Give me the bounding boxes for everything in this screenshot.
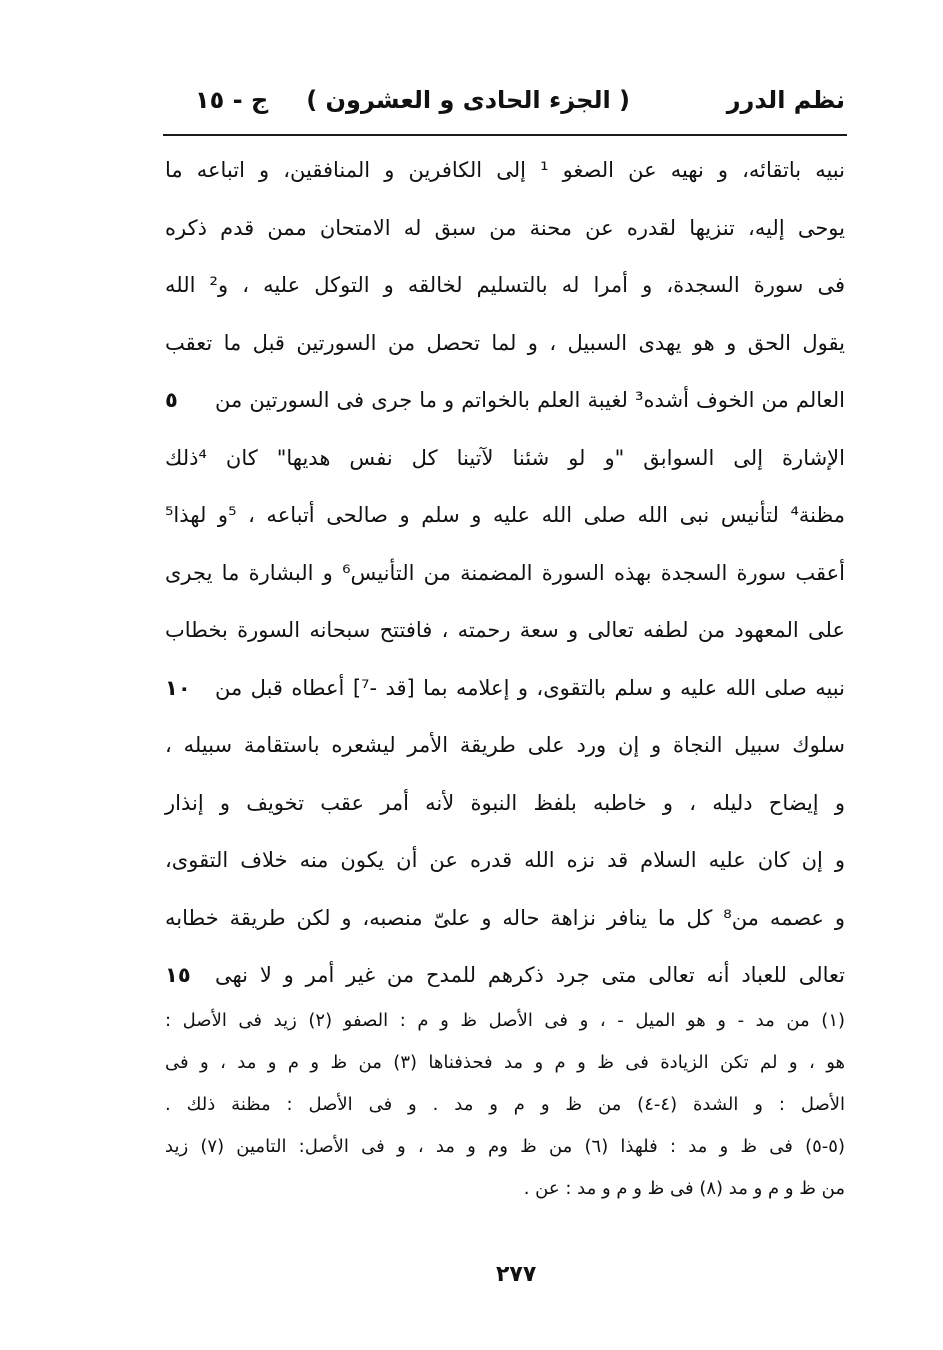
text-line: مظنة⁴ لتأنيس نبى الله صلى الله عليه و سلم و صالحى أتباعه ، ⁵و لهذا⁵ — [165, 503, 845, 527]
book-title: نظم الدرر — [726, 86, 845, 114]
text-line: الإشارة إلى السوابق "و لو شئنا لآتينا كل نفس هديها" كان ⁴ذلك — [165, 445, 845, 470]
text-line: يقول الحق و هو يهدى السبيل ، و لما تحصل من السورتين قبل ما تعقب — [165, 330, 845, 355]
running-header — [165, 78, 845, 128]
text-line: و إن كان عليه السلام قد نزه الله قدره عن أن يكون منه خلاف التقوى، — [165, 848, 845, 872]
header-rule — [163, 134, 847, 136]
page-number: ٢٧٧ — [496, 1262, 537, 1287]
part-title: ( الجزء الحادى و العشرون ) — [306, 86, 630, 114]
text-line: أعقب سورة السجدة بهذه السورة المضمنة من التأنيس⁶ و البشارة ما يجرى — [165, 560, 845, 585]
text-line: تعالى للعباد أنه تعالى متى جرد ذكرهم للمدح من غير أمر و لا نهى — [215, 963, 845, 987]
text-line: نبيه باتقائه، و نهيه عن الصغو ¹ إلى الكافرين و المنافقين، و اتباعه ما — [165, 158, 845, 182]
footnote-line: من ظ و م و مد (٨) فى ظ و م و مد : عن . — [523, 1178, 845, 1199]
footnote-line: الأصل : و الشدة (٤-٤) من ظ و م و مد . و فى الأصل : مظنة ذلك . — [165, 1094, 845, 1115]
text-line: العالم من الخوف أشده³ لغيبة العلم بالخواتم و ما جرى فى السورتين من — [215, 388, 845, 412]
text-line: على المعهود من لطفه تعالى و سعة رحمته ، فافتتح سبحانه السورة بخطاب — [165, 618, 845, 642]
text-line: نبيه صلى الله عليه و سلم بالتقوى، و إعلامه بما [قد -⁷] أعطاه قبل من — [215, 675, 845, 700]
text-line: و عصمه من⁸ كل ما ينافر نزاهة حاله و علىّ منصبه، و لكن طريقة خطابه — [165, 905, 845, 930]
line-number: ١٠ — [165, 675, 191, 700]
text-line: فى سورة السجدة، و أمرا له بالتسليم لخالقه و التوكل عليه ، و² الله — [165, 273, 845, 297]
line-number: ٥ — [165, 388, 178, 412]
volume-number: ج - ١٥ — [195, 86, 269, 114]
footnote-line: (١) من مد - و هو الميل - ، و فى الأصل ظ و م : الصفو (٢) زيد فى الأصل : — [165, 1010, 846, 1031]
text-line: يوحى إليه، تنزيها لقدره عن محنة من سبق له الامتحان ممن قدم ذكره — [165, 215, 845, 240]
text-line: سلوك سبيل النجاة و إن ورد على طريقة الأمر ليشعره باستقامة سبيله ، — [165, 733, 845, 757]
line-number: ١٥ — [165, 963, 191, 987]
footnote-line: هو ، و لم تكن الزيادة فى ظ و م و مد فحذفناها (٣) من ظ و م و مد ، و فى — [165, 1052, 845, 1073]
text-line: و إيضاح دليله ، و خاطبه بلفظ النبوة لأنه أمر عقب تخويف و إنذار — [165, 790, 845, 815]
footnote-line: (٥-٥) فى ظ و مد : فلهذا (٦) من ظ وم و مد ، و فى الأصل: التامين (٧) زيد — [165, 1136, 845, 1157]
